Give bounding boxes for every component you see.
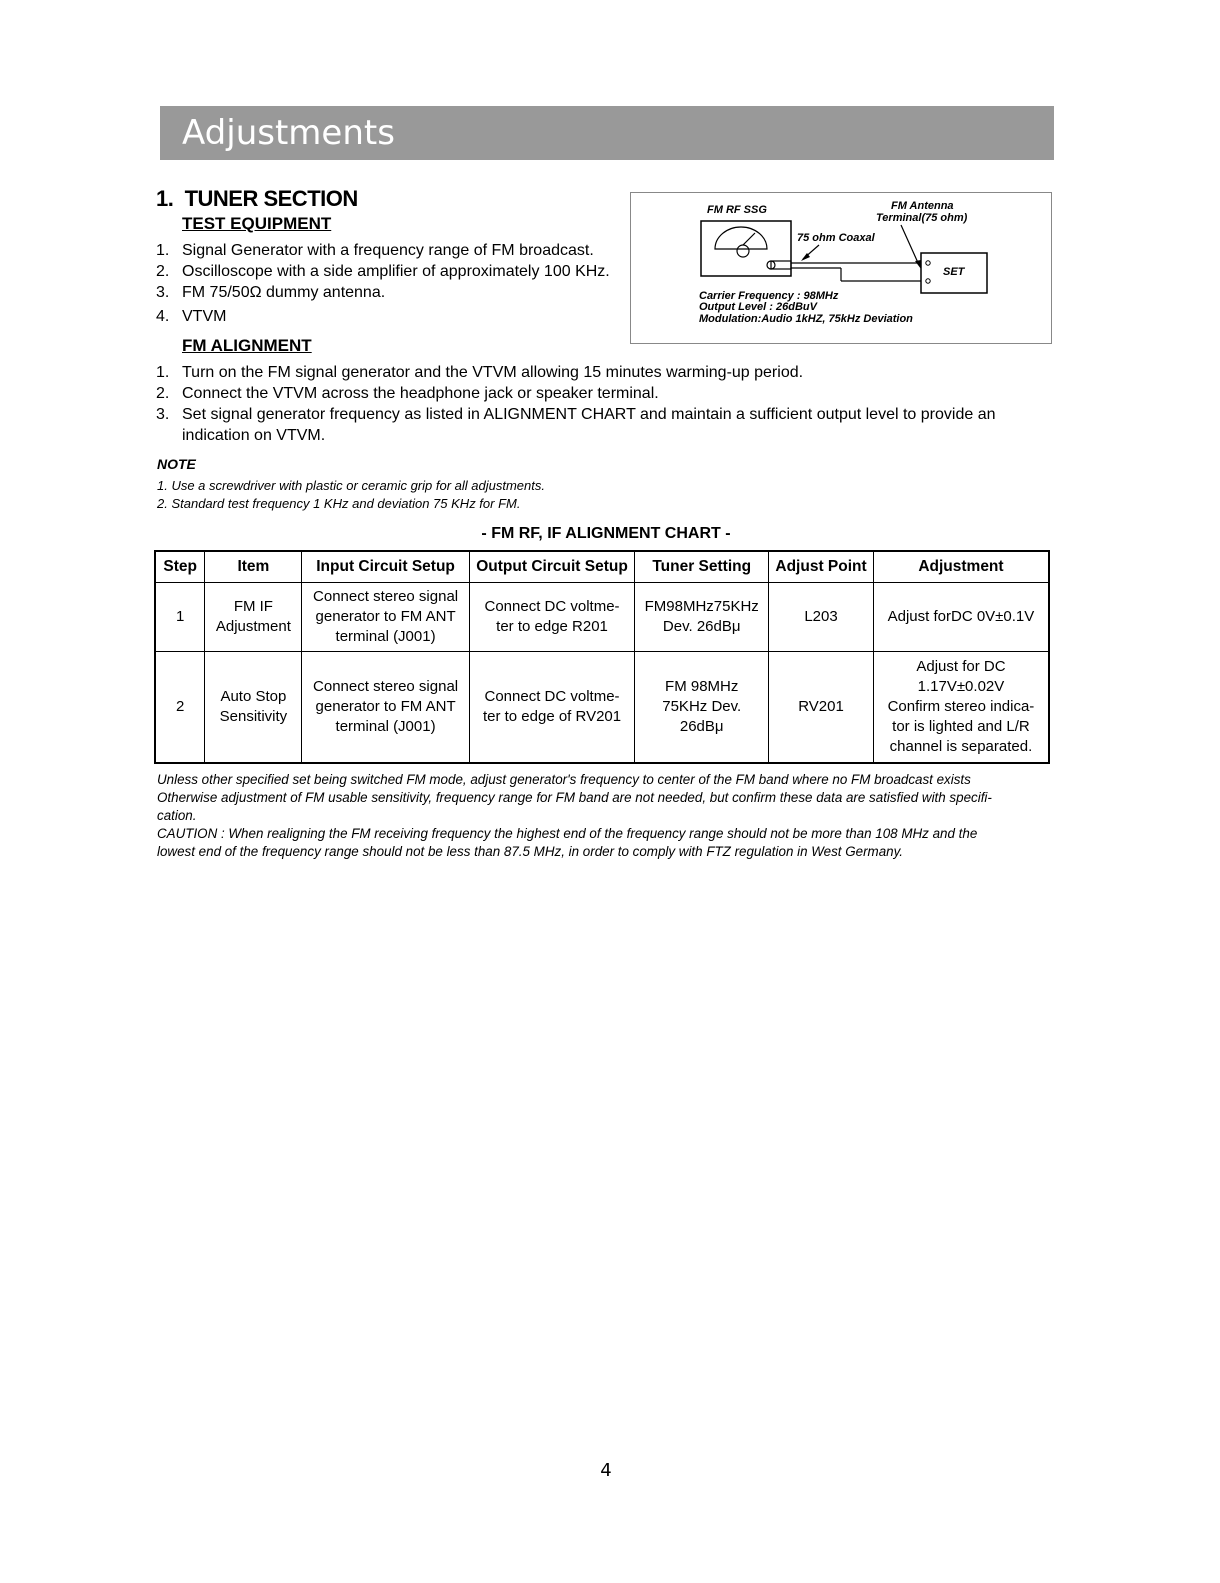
cell-line: 1.17V±0.02V [917, 678, 1005, 695]
cell-line: ter to edge R201 [496, 618, 608, 635]
list-number: 2. [156, 263, 170, 280]
table-row [155, 652, 1049, 764]
output-cell [469, 652, 634, 764]
list-item [156, 240, 610, 261]
list-item [156, 404, 995, 425]
list-number: 4. [156, 308, 170, 325]
list-item [156, 383, 995, 404]
cell-line: Sensitivity [219, 708, 288, 725]
list-text: Oscilloscope with a side amplifier of approximately 100 KHz. [182, 263, 610, 280]
list-text: FM 75/50Ω dummy antenna. [182, 284, 386, 301]
cell-line: Connect DC voltme- [484, 598, 620, 615]
item-cell [205, 583, 302, 652]
cell-line: Connect stereo signal [313, 678, 459, 695]
cell-line: generator to FM ANT [315, 698, 456, 715]
cell-line: Auto Stop [220, 688, 287, 705]
cell-line: Connect DC voltme- [484, 688, 620, 705]
cell-line: Adjustment [215, 618, 291, 635]
cell-line: FM98MHz75KHz [644, 598, 759, 615]
step-cell: 1 [155, 583, 205, 652]
adjustment-cell [873, 652, 1049, 764]
list-text: VTVM [182, 308, 227, 325]
page-header-banner [160, 106, 1054, 160]
cell-line: Adjust for DC [916, 658, 1006, 675]
antenna-label: FM Antenna [891, 200, 954, 212]
cell-line: terminal (J001) [335, 718, 436, 735]
list-text: Set signal generator frequency as listed in ALIGNMENT CHART and maintain a sufficient output level to provide an [182, 406, 996, 423]
set-label: SET [943, 266, 965, 278]
alignment-chart-table [154, 550, 1050, 764]
modulation-text: Modulation:Audio 1kHZ, 75kHz Deviation [699, 313, 913, 325]
list-number: 1. [156, 364, 170, 381]
cell-line: Confirm stereo indica- [887, 698, 1035, 715]
cell-line: generator to FM ANT [315, 608, 456, 625]
chart-title: - FM RF, IF ALIGNMENT CHART - [481, 525, 731, 542]
table-header-row [155, 551, 1049, 583]
list-item [156, 282, 610, 303]
cell-line: Connect stereo signal [313, 588, 459, 605]
antenna-terminal-label: Terminal(75 ohm) [876, 212, 968, 224]
test-setup-diagram [630, 192, 1052, 344]
adjustment-cell [873, 583, 1049, 652]
list-item [156, 362, 995, 383]
cell-line: Adjust forDC 0V±0.1V [887, 608, 1035, 625]
tuner-cell [635, 583, 769, 652]
cell-line: tor is lighted and L/R [892, 718, 1030, 735]
list-text: Signal Generator with a frequency range of FM broadcast. [182, 242, 594, 259]
generator-knob-icon [737, 245, 749, 257]
footnote-line: Otherwise adjustment of FM usable sensitivity, frequency range for FM band are not needed, but confirm these data are satisfied with specifi- [157, 790, 992, 805]
test-setup-svg [631, 193, 1051, 343]
column-header: Output Circuit Setup [469, 551, 634, 583]
column-header: Input Circuit Setup [302, 551, 469, 583]
page-title: Adjustments [182, 113, 395, 153]
table-row [155, 583, 1049, 652]
list-text: Turn on the FM signal generator and the VTVM allowing 15 minutes warming-up period. [182, 364, 804, 381]
list-item [156, 306, 610, 327]
footnote-line: cation. [157, 808, 197, 823]
fm-alignment-list [156, 362, 995, 446]
column-header: Adjustment [873, 551, 1049, 583]
carrier-frequency-text: Carrier Frequency : 98MHz [699, 290, 839, 302]
cell-line: 26dBμ [679, 718, 724, 735]
note-list [157, 477, 545, 513]
output-level-text: Output Level : 26dBuV [699, 301, 817, 313]
antenna-pointer-arrow [901, 225, 919, 265]
cell-line: channel is separated. [889, 738, 1033, 755]
footnotes [157, 771, 1057, 861]
list-number: 3. [156, 284, 170, 301]
list-number: 3. [156, 406, 170, 423]
column-header: Adjust Point [769, 551, 874, 583]
list-item [156, 425, 995, 446]
cell-line: Dev. 26dBμ [662, 618, 741, 635]
fm-alignment-heading: FM ALIGNMENT [182, 336, 312, 355]
adjust-point-cell: RV201 [769, 652, 874, 764]
footnote-line: lowest end of the frequency range should not be less than 87.5 MHz, in order to comply with FTZ regulation in West Germany. [157, 844, 904, 859]
footnote-line: CAUTION : When realigning the FM receiving frequency the highest end of the frequency range should not be more than 108 MHz and the [157, 826, 978, 841]
cell-line: ter to edge of RV201 [482, 708, 622, 725]
test-equipment-heading: TEST EQUIPMENT [182, 214, 332, 233]
column-header: Step [155, 551, 205, 583]
adjust-point-cell: L203 [769, 583, 874, 652]
generator-label: FM RF SSG [707, 204, 767, 216]
list-number: 1. [156, 242, 170, 259]
list-text: indication on VTVM. [182, 427, 326, 444]
page-number: 4 [600, 1460, 612, 1481]
test-equipment-list [156, 240, 610, 327]
antenna-arrow-head-icon [915, 260, 921, 269]
input-cell [302, 652, 469, 764]
list-item [156, 261, 610, 282]
tuner-cell [635, 652, 769, 764]
cell-line: 75KHz Dev. [662, 698, 742, 715]
output-cell [469, 583, 634, 652]
list-text: Connect the VTVM across the headphone jack or speaker terminal. [182, 385, 659, 402]
column-header: Item [205, 551, 302, 583]
step-cell: 2 [155, 652, 205, 764]
set-terminal-icon [926, 261, 930, 265]
coax-label: 75 ohm Coaxal [797, 232, 875, 244]
input-cell [302, 583, 469, 652]
list-number: 2. [156, 385, 170, 402]
cell-line: terminal (J001) [335, 628, 436, 645]
note-heading: NOTE [157, 456, 196, 472]
item-cell [205, 652, 302, 764]
note-line: 1. Use a screwdriver with plastic or ceramic grip for all adjustments. [157, 478, 545, 493]
note-line: 2. Standard test frequency 1 KHz and deviation 75 KHz for FM. [157, 496, 521, 511]
cell-line: FM 98MHz [665, 678, 739, 695]
footnote-line: Unless other specified set being switched FM mode, adjust generator's frequency to center of the FM band where no FM broadcast exists [157, 772, 971, 787]
dial-needle-icon [743, 233, 755, 245]
cell-line: FM IF [233, 598, 273, 615]
column-header: Tuner Setting [635, 551, 769, 583]
section-title: 1. TUNER SECTION [156, 186, 358, 211]
set-terminal-icon [926, 279, 930, 283]
